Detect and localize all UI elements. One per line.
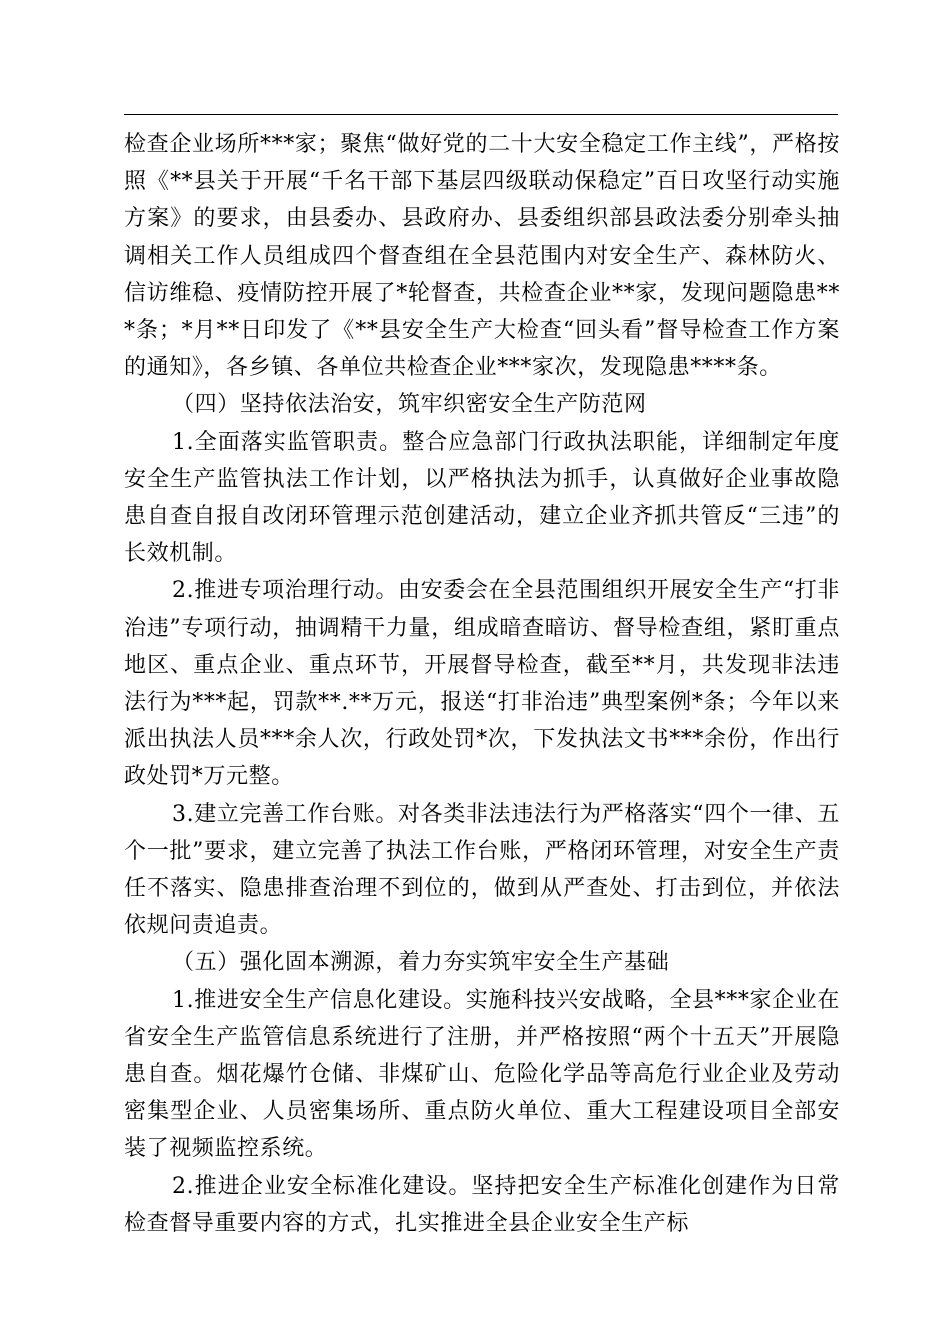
document-body	[124, 126, 840, 1242]
body-paragraph-continued: 检查企业场所***家；聚焦“做好党的二十大安全稳定工作主线”，严格按照《**县关于开展“千名干部下基层四级联动保稳定”百日攻坚行动实施方案》的要求，由县委办、县政府办、县委组织部县政法委分别牵头抽调相关工作人员组成四个督查组在全县范围内对安全生产、森林防火、信访维稳、疫情防控开展了*轮督查，共检查企业**家，发现问题隐患***条；*月**日印发了《**县安全生产大检查“回头看”督导检查工作方案的通知》，各乡镇、各单位共检查企业***家次，发现隐患****条。	[124, 132, 840, 381]
section-heading-four: （四）坚持依法治安，筑牢织密安全生产防范网	[172, 392, 647, 418]
body-paragraph: 3.建立完善工作台账。对各类非法违法行为严格落实“四个一律、五个一批”要求，建立完善了执法工作台账，严格闭环管理，对安全生产责任不落实、隐患排查治理不到位的，做到从严查处、打击到位，并依法依规问责追责。	[124, 801, 840, 939]
section-heading-five: （五）强化固本溯源，着力夯实筑牢安全生产基础	[172, 950, 670, 976]
body-paragraph: 1.全面落实监管职责。整合应急部门行政执法职能，详细制定年度安全生产监管执法工作计划，以严格执法为抓手，认真做好企业事故隐患自查自报自改闭环管理示范创建活动，建立企业齐抓共管反“三违”的长效机制。	[124, 429, 840, 567]
body-paragraph: 2.推进专项治理行动。由安委会在全县范围组织开展安全生产“打非治违”专项行动，抽调精干力量，组成暗查暗访、督导检查组，紧盯重点地区、重点企业、重点环节，开展督导检查，截至**月，共发现非法违法行为***起，罚款**.**万元，报送“打非治违”典型案例*条；今年以来派出执法人员***余人次，行政处罚*次，下发执法文书***余份，作出行政处罚*万元整。	[124, 578, 840, 790]
body-paragraph: 2.推进企业安全标准化建设。坚持把安全生产标准化创建作为日常检查督导重要内容的方式，扎实推进全县企业安全生产标	[124, 1173, 840, 1236]
header-rule	[124, 114, 838, 115]
body-paragraph: 1.推进安全生产信息化建设。实施科技兴安战略，全县***家企业在省安全生产监管信息系统进行了注册，并严格按照“两个十五天”开展隐患自查。烟花爆竹仓储、非煤矿山、危险化学品等高危行业企业及劳动密集型企业、人员密集场所、重点防火单位、重大工程建设项目全部安装了视频监控系统。	[124, 987, 840, 1162]
